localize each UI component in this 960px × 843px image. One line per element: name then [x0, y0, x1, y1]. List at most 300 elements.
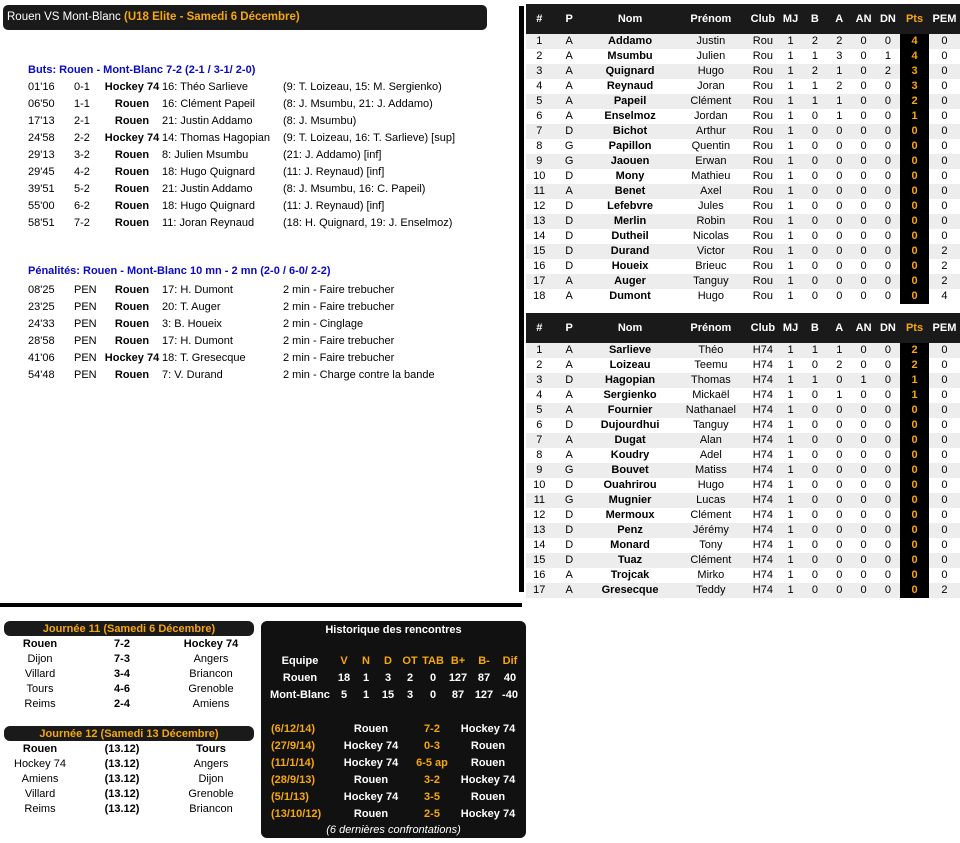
player-dn: 0: [876, 94, 900, 109]
player-row: [526, 94, 960, 109]
player-lastname: Ouahrirou: [603, 479, 657, 491]
player-row: [526, 478, 960, 493]
player-club: H74: [747, 523, 778, 538]
goal-scorer: 16: Théo Sarlieve: [162, 80, 249, 93]
game-score: (13.12): [104, 802, 140, 815]
away-team: Amiens: [192, 697, 230, 710]
player-firstname: Erwan: [674, 154, 747, 169]
game-row: [4, 771, 254, 786]
player-number: 4: [536, 80, 543, 92]
player-points: 0: [900, 214, 929, 229]
player-games: 1: [778, 124, 802, 139]
player-position: A: [553, 64, 586, 79]
player-assists: 0: [827, 583, 851, 598]
player-pem: 0: [929, 373, 960, 388]
history-match-score: 3-2: [424, 773, 440, 786]
player-assists: 3: [836, 50, 843, 62]
player-assists: 0: [836, 290, 843, 302]
player-firstname: Robin: [674, 214, 747, 229]
player-lastname: Papeil: [586, 94, 675, 109]
player-goals: 0: [803, 433, 827, 448]
home-team: Rouen: [22, 742, 58, 755]
player-lastname: Dumont: [609, 290, 651, 302]
player-number: 6: [536, 419, 543, 431]
player-games: 1: [787, 479, 794, 491]
goal-team: Rouen: [114, 216, 150, 229]
player-club: H74: [747, 463, 778, 478]
player-an: 0: [860, 170, 867, 182]
player-row: [526, 523, 960, 538]
journee11-table: [4, 621, 254, 711]
goal-assists: (9: T. Loizeau, 16: T. Sarlieve) [sup]: [283, 131, 456, 144]
goal-score: 0-1: [74, 80, 90, 93]
player-dn: 0: [884, 170, 891, 182]
player-firstname: Tony: [699, 539, 723, 551]
player-club: Rou: [752, 290, 773, 302]
history-team-value: 5: [340, 688, 348, 701]
history-header: B-: [478, 654, 490, 667]
player-position: A: [565, 389, 573, 401]
player-an: 0: [851, 244, 875, 259]
journee-header-row: [4, 726, 254, 741]
player-position: A: [565, 80, 573, 92]
player-firstname: Arthur: [674, 124, 747, 139]
penalty-team: Hockey 74: [104, 351, 160, 364]
player-dn: 0: [876, 343, 900, 358]
history-match-home: Hockey 74: [343, 756, 399, 769]
player-row: [526, 433, 960, 448]
player-club: Rou: [747, 34, 778, 49]
stats-header-games: MJ: [778, 313, 802, 343]
goal-score: 3-2: [74, 148, 90, 161]
player-an: 0: [860, 110, 867, 122]
player-games: 1: [778, 34, 802, 49]
player-points: 0: [900, 493, 929, 508]
player-number: 6: [536, 110, 543, 122]
player-pem: 0: [929, 493, 960, 508]
player-assists: 0: [836, 449, 843, 461]
history-team-value: 40: [503, 671, 517, 684]
player-pem: 0: [941, 449, 948, 461]
away-team: Hockey 74: [183, 637, 239, 650]
away-team: Angers: [193, 652, 229, 665]
player-points: 1: [900, 373, 929, 388]
home-team: Tours: [26, 682, 54, 695]
player-position: D: [553, 244, 586, 259]
goal-score: 1-1: [74, 97, 90, 110]
player-pem: 0: [929, 433, 960, 448]
player-lastname: Fournier: [586, 403, 675, 418]
history-match-score: 3-5: [424, 790, 440, 803]
player-position: A: [553, 433, 586, 448]
stats-header-dn: DN: [876, 4, 900, 34]
history-match-row: [271, 771, 521, 788]
goal-time: 06'50: [28, 97, 55, 110]
player-assists: 0: [827, 154, 851, 169]
player-club: Rou: [747, 64, 778, 79]
player-club: Rou: [752, 260, 773, 272]
player-goals: 0: [803, 403, 827, 418]
player-points: 0: [900, 124, 929, 139]
player-dn: 0: [876, 583, 900, 598]
player-games: 1: [787, 389, 794, 401]
stats-header-goals: B: [803, 4, 827, 34]
penalty-reason: 2 min - Faire trebucher: [283, 283, 395, 296]
player-points: 2: [900, 358, 929, 373]
history-header: B+: [450, 654, 466, 667]
player-firstname: Victor: [674, 244, 747, 259]
away-team: Grenoble: [188, 682, 234, 695]
history-match-score: 0-3: [424, 739, 440, 752]
player-an: 0: [851, 583, 875, 598]
goal-team: Hockey 74: [104, 131, 160, 144]
player-games: 1: [778, 433, 802, 448]
history-team-value: Rouen: [282, 671, 318, 684]
player-firstname: Nicolas: [692, 230, 729, 242]
history-header: TAB: [422, 654, 444, 667]
player-dn: 0: [876, 433, 900, 448]
player-games: 1: [778, 403, 802, 418]
history-team-value: 127: [474, 688, 494, 701]
player-lastname: Lefebvre: [607, 200, 653, 212]
player-goals: 0: [811, 509, 818, 521]
player-an: 0: [860, 140, 867, 152]
history-teams-table: [267, 652, 523, 703]
penalty-type: PEN: [74, 351, 97, 364]
event-row: [28, 129, 498, 146]
player-goals: 1: [803, 373, 827, 388]
game-row: [4, 696, 254, 711]
player-club: Rou: [752, 80, 773, 92]
history-team-value: 1: [362, 688, 370, 701]
player-number: 9: [526, 463, 553, 478]
event-row: [28, 163, 498, 180]
away-team: Briancon: [189, 802, 233, 815]
goal-team: Rouen: [114, 182, 150, 195]
stats-header-points: Pts: [900, 313, 929, 343]
player-number: 3: [526, 64, 553, 79]
player-assists: 0: [827, 274, 851, 289]
goal-team: Hockey 74: [104, 80, 160, 93]
player-number: 11: [526, 184, 553, 199]
player-lastname: Bichot: [586, 124, 675, 139]
game-score: (13.12): [104, 787, 140, 800]
game-score: (13.12): [104, 742, 140, 755]
penalty-team: Rouen: [114, 317, 150, 330]
history-match-away: Hockey 74: [460, 722, 516, 735]
stats-header-an: AN: [851, 4, 875, 34]
player-lastname: Penz: [586, 523, 675, 538]
player-position: D: [565, 200, 574, 212]
player-firstname: Alan: [674, 433, 747, 448]
player-position: D: [565, 230, 574, 242]
player-club: Rou: [752, 230, 773, 242]
player-number: 16: [533, 260, 546, 272]
player-club: Rou: [747, 124, 778, 139]
player-lastname: Sergienko: [603, 389, 657, 401]
away-team: Dijon: [198, 772, 224, 785]
player-assists: 0: [836, 140, 843, 152]
player-row: [526, 343, 960, 358]
history-title: Historique des rencontres: [325, 624, 462, 636]
player-club: Rou: [747, 214, 778, 229]
penalty-type: PEN: [74, 283, 97, 296]
player-club: H74: [752, 449, 773, 461]
player-assists: 1: [827, 64, 851, 79]
player-position: D: [553, 124, 586, 139]
player-lastname: Trojcak: [610, 569, 650, 581]
player-position: A: [565, 110, 573, 122]
stats-header-an: AN: [851, 313, 875, 343]
player-row: [526, 154, 960, 169]
penalty-player: 20: T. Auger: [162, 300, 221, 313]
player-number: 5: [526, 403, 553, 418]
player-an: 0: [851, 34, 875, 49]
player-dn: 0: [884, 140, 891, 152]
player-club: Rou: [752, 170, 773, 182]
journee-header-row: [4, 621, 254, 636]
history-team-value: -40: [502, 688, 518, 701]
player-position: D: [565, 509, 574, 521]
history-header: D: [384, 654, 392, 667]
player-dn: 0: [876, 184, 900, 199]
player-an: 0: [860, 569, 867, 581]
event-row: [28, 112, 498, 129]
history-team-value: 18: [337, 671, 351, 684]
player-lastname: Auger: [586, 274, 675, 289]
player-games: 1: [778, 94, 802, 109]
vertical-divider: [519, 6, 524, 592]
player-firstname: Lucas: [674, 493, 747, 508]
player-dn: 0: [876, 214, 900, 229]
penalty-reason: 2 min - Cinglage: [283, 317, 364, 330]
player-goals: 2: [803, 34, 827, 49]
player-club: H74: [747, 403, 778, 418]
player-assists: 0: [827, 493, 851, 508]
goal-scorer: 18: Hugo Quignard: [162, 199, 255, 212]
history-match-home: Hockey 74: [343, 790, 399, 803]
stats-header-position: P: [553, 4, 586, 34]
player-number: 15: [526, 553, 553, 568]
player-dn: 2: [876, 64, 900, 79]
penalty-reason: 2 min - Faire trebucher: [283, 300, 395, 313]
goal-scorer: 21: Justin Addamo: [162, 182, 253, 195]
player-goals: 0: [803, 493, 827, 508]
player-goals: 0: [803, 154, 827, 169]
player-lastname: Merlin: [586, 214, 675, 229]
history-team-value: 87: [451, 688, 465, 701]
player-games: 1: [778, 244, 802, 259]
player-an: 0: [860, 419, 867, 431]
player-pem: 0: [941, 170, 948, 182]
player-an: 0: [851, 493, 875, 508]
player-row: [526, 64, 960, 79]
player-number: 7: [526, 433, 553, 448]
goal-assists: (21: J. Addamo) [inf]: [283, 148, 382, 161]
history-header: Dif: [502, 654, 518, 667]
game-score: 3-4: [114, 667, 130, 680]
history-match-home: Rouen: [353, 807, 389, 820]
player-position: D: [565, 479, 574, 491]
home-team: Villard: [24, 667, 56, 680]
stats-header-dn: DN: [876, 313, 900, 343]
player-firstname: Nathanael: [674, 403, 747, 418]
player-goals: 1: [803, 94, 827, 109]
player-number: 2: [536, 359, 543, 371]
journee-title: Journée 11 (Samedi 6 Décembre): [4, 621, 254, 636]
player-an: 0: [851, 553, 875, 568]
player-club: Rou: [747, 274, 778, 289]
goal-assists: (8: J. Msumbu, 16: C. Papeil): [283, 182, 426, 195]
player-points: 0: [900, 538, 929, 553]
stats-header-lastname: Nom: [586, 313, 675, 343]
player-pem: 0: [941, 230, 948, 242]
player-games: 1: [787, 110, 794, 122]
player-goals: 0: [811, 539, 818, 551]
player-pem: 0: [929, 34, 960, 49]
history-match-date: (27/9/14): [271, 739, 316, 752]
player-firstname: Clément: [674, 94, 747, 109]
history-match-home: Rouen: [353, 773, 389, 786]
goal-time: 01'16: [28, 80, 55, 93]
player-goals: 0: [811, 569, 818, 581]
penalty-player: 7: V. Durand: [162, 368, 223, 381]
player-games: 1: [778, 343, 802, 358]
penalty-time: 28'58: [28, 334, 55, 347]
player-an: 0: [851, 184, 875, 199]
player-points: 3: [900, 79, 929, 94]
player-lastname: Bouvet: [586, 463, 675, 478]
player-lastname: Dugat: [586, 433, 675, 448]
goal-time: 24'58: [28, 131, 55, 144]
player-firstname: Brieuc: [695, 260, 727, 272]
player-position: D: [553, 553, 586, 568]
player-lastname: Monard: [610, 539, 650, 551]
event-row: [28, 180, 498, 197]
away-team: Grenoble: [188, 787, 234, 800]
player-points: 0: [900, 433, 929, 448]
goal-scorer: 14: Thomas Hagopian: [162, 131, 271, 144]
penalty-time: 54'48: [28, 368, 55, 381]
player-games: 1: [787, 509, 794, 521]
player-points: 4: [900, 34, 929, 49]
player-row: [526, 508, 960, 523]
away-team: Tours: [196, 742, 226, 755]
history-match-date: (13/10/12): [271, 807, 322, 820]
player-games: 1: [787, 170, 794, 182]
goal-time: 29'13: [28, 148, 55, 161]
game-row: [4, 651, 254, 666]
event-row: [28, 146, 498, 163]
player-games: 1: [787, 260, 794, 272]
game-row: [4, 741, 254, 756]
player-games: 1: [787, 359, 794, 371]
player-club: Rou: [747, 244, 778, 259]
player-position: A: [565, 359, 573, 371]
history-team-value: Mont-Blanc: [270, 688, 330, 701]
player-an: 0: [851, 214, 875, 229]
player-position: G: [553, 463, 586, 478]
history-header: V: [340, 654, 348, 667]
player-an: 0: [860, 200, 867, 212]
player-row: [526, 448, 960, 463]
stats-header-club: Club: [747, 4, 778, 34]
goal-scorer: 18: Hugo Quignard: [162, 165, 255, 178]
player-firstname: Tanguy: [693, 419, 729, 431]
player-games: 1: [778, 64, 802, 79]
player-dn: 1: [884, 50, 891, 62]
player-number: 16: [533, 569, 546, 581]
player-goals: 0: [803, 523, 827, 538]
history-matches-table: [271, 720, 521, 822]
goal-assists: (18: H. Quignard, 19: J. Enselmoz): [283, 216, 453, 229]
player-number: 12: [533, 200, 546, 212]
player-assists: 0: [836, 170, 843, 182]
goal-team: Rouen: [114, 165, 150, 178]
player-row: [526, 109, 960, 124]
history-team-value: 87: [477, 671, 491, 684]
history-match-date: (11/1/14): [271, 756, 315, 769]
player-goals: 0: [803, 274, 827, 289]
penalty-player: 3: B. Houeix: [162, 317, 222, 330]
player-an: 1: [851, 373, 875, 388]
goal-scorer: 8: Julien Msumbu: [162, 148, 249, 161]
player-number: 12: [533, 509, 546, 521]
player-lastname: Gresecque: [586, 583, 675, 598]
penalty-time: 08'25: [28, 283, 55, 296]
player-points: 0: [900, 259, 929, 274]
event-row: [28, 197, 498, 214]
history-match-away: Rouen: [470, 756, 506, 769]
history-team-value: 3: [406, 688, 414, 701]
goal-team: Rouen: [114, 148, 150, 161]
player-goals: 0: [811, 359, 818, 371]
player-firstname: Tanguy: [674, 274, 747, 289]
player-club: Rou: [747, 94, 778, 109]
player-points: 0: [900, 418, 929, 433]
player-goals: 0: [811, 449, 818, 461]
player-firstname: Clément: [674, 553, 747, 568]
player-club: H74: [747, 583, 778, 598]
penalty-time: 23'25: [28, 300, 55, 313]
home-team: Reims: [24, 802, 56, 815]
player-pem: 0: [941, 359, 948, 371]
player-lastname: Tuaz: [586, 553, 675, 568]
player-position: A: [553, 94, 586, 109]
stats-header-row: [526, 313, 960, 343]
player-an: 0: [851, 403, 875, 418]
player-pem: 0: [941, 419, 948, 431]
player-position: D: [565, 170, 574, 182]
player-lastname: Reynaud: [606, 80, 654, 92]
player-firstname: Clément: [690, 509, 732, 521]
game-row: [4, 756, 254, 771]
game-row: [4, 801, 254, 816]
rouen-stats-table: [526, 4, 960, 304]
goal-assists: (11: J. Reynaud) [inf]: [283, 199, 385, 212]
game-row: [4, 636, 254, 651]
player-position: A: [565, 290, 573, 302]
penalty-reason: 2 min - Faire trebucher: [283, 334, 395, 347]
history-box: [261, 621, 526, 838]
player-lastname: Addamo: [586, 34, 675, 49]
history-team-row: [267, 669, 523, 686]
player-an: 0: [851, 64, 875, 79]
history-team-value: 127: [448, 671, 468, 684]
player-points: 0: [900, 523, 929, 538]
player-dn: 0: [884, 389, 891, 401]
goal-time: 17'13: [28, 114, 55, 127]
